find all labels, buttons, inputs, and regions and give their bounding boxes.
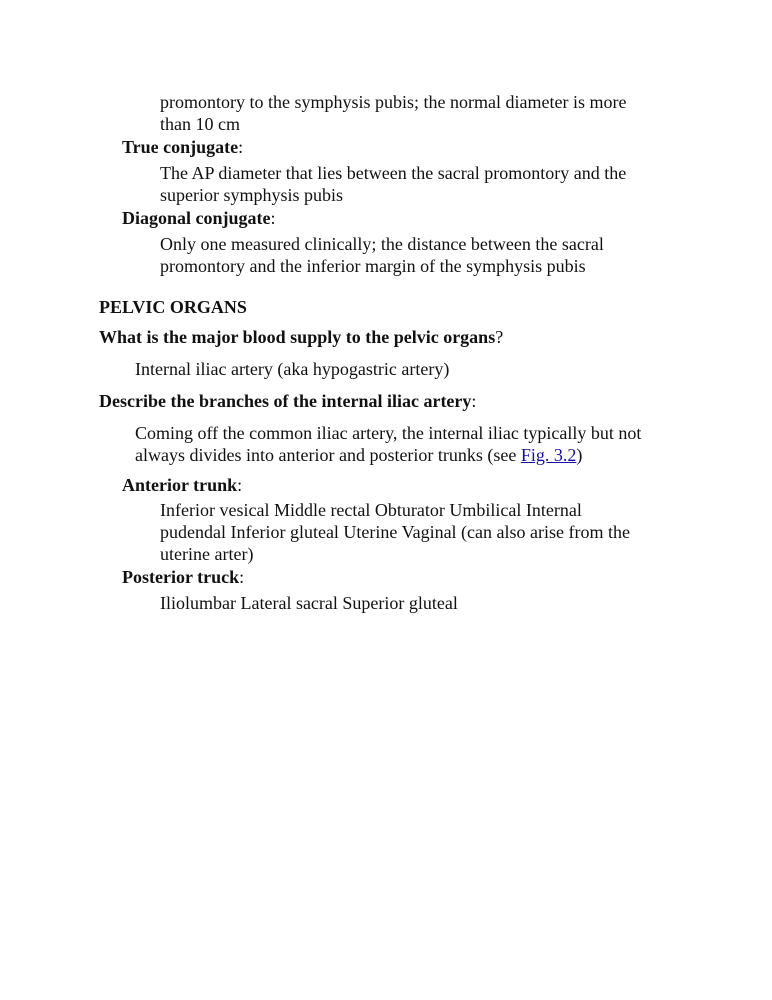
question-branches-text: Describe the branches of the internal iliac artery bbox=[99, 391, 472, 411]
true-conjugate-term bbox=[122, 136, 682, 158]
true-conjugate-label: True conjugate bbox=[122, 137, 239, 157]
diagonal-conjugate-definition bbox=[160, 233, 680, 277]
true-conjugate-line-1: The AP diameter that lies between the sacral promontory and the bbox=[160, 163, 627, 183]
anterior-trunk-line-2: pudendal Inferior gluteal Uterine Vaginal (can also arise from the bbox=[160, 522, 630, 542]
diagonal-conjugate-line-1: Only one measured clinically; the distance between the sacral bbox=[160, 234, 604, 254]
question-blood-supply-text: What is the major blood supply to the pelvic organs bbox=[99, 327, 496, 347]
question-branches bbox=[99, 390, 699, 412]
anterior-trunk-label: Anterior trunk bbox=[122, 475, 238, 495]
true-conjugate-line-2: superior symphysis pubis bbox=[160, 185, 344, 205]
anterior-trunk-line-1: Inferior vesical Middle rectal Obturator Umbilical Internal bbox=[160, 500, 582, 520]
true-conjugate-definition bbox=[160, 162, 680, 206]
diagonal-conjugate-colon: : bbox=[270, 208, 276, 228]
posterior-trunk-line-1: Iliolumbar Lateral sacral Superior gluteal bbox=[160, 593, 458, 613]
question-blood-supply bbox=[99, 326, 699, 348]
diagonal-conjugate-line-2: promontory and the inferior margin of the symphysis pubis bbox=[160, 256, 586, 276]
answer-branches-line-2-pre: always divides into anterior and posterior trunks (see bbox=[135, 445, 521, 465]
anterior-trunk-colon: : bbox=[237, 475, 243, 495]
continuation-text bbox=[160, 91, 680, 135]
anterior-trunk-definition bbox=[160, 499, 680, 565]
answer-branches-line-1: Coming off the common iliac artery, the internal iliac typically but not bbox=[135, 423, 642, 443]
anterior-trunk-term bbox=[122, 474, 682, 496]
diagonal-conjugate-term bbox=[122, 207, 682, 229]
answer-branches-line-2-post: ) bbox=[576, 445, 583, 465]
posterior-trunk-label: Posterior truck bbox=[122, 567, 240, 587]
diagonal-conjugate-label: Diagonal conjugate bbox=[122, 208, 271, 228]
anterior-trunk-line-3: uterine arter) bbox=[160, 544, 254, 564]
section-heading: PELVIC ORGANS bbox=[99, 297, 247, 317]
continuation-line-1: promontory to the symphysis pubis; the normal diameter is more bbox=[160, 92, 627, 112]
posterior-trunk-definition bbox=[160, 592, 680, 614]
figure-link[interactable]: Fig. 3.2 bbox=[520, 445, 577, 465]
posterior-trunk-colon: : bbox=[239, 567, 245, 587]
question-branches-colon: : bbox=[471, 391, 477, 411]
true-conjugate-colon: : bbox=[238, 137, 244, 157]
answer-blood-supply: Internal iliac artery (aka hypogastric artery) bbox=[135, 359, 450, 379]
continuation-line-2: than 10 cm bbox=[160, 114, 240, 134]
posterior-trunk-term bbox=[122, 566, 682, 588]
question-blood-supply-mark: ? bbox=[495, 327, 504, 347]
answer-branches bbox=[135, 422, 735, 466]
